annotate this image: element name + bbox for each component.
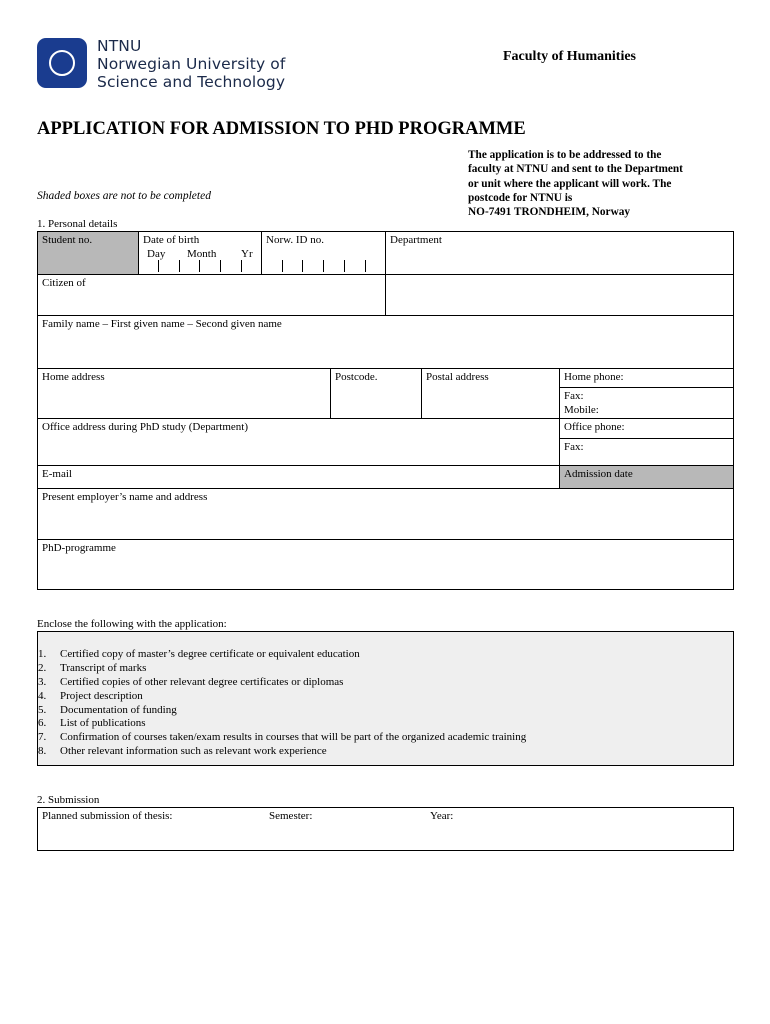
employer-field[interactable]	[37, 488, 734, 540]
office-address-label: Office address during PhD study (Department)	[42, 421, 248, 433]
family-name-label: Family name – First given name – Second given name	[42, 318, 282, 330]
address-line: NO-7491 TRONDHEIM, Norway	[468, 206, 631, 219]
planned-submission-label: Planned submission of thesis:	[42, 810, 173, 822]
department-label: Department	[390, 234, 442, 246]
office-phone-field[interactable]	[559, 418, 734, 439]
list-item-text: Certified copy of master’s degree certificate or equivalent education	[60, 648, 360, 660]
address-instructions	[468, 148, 738, 219]
phd-programme-field[interactable]	[37, 539, 734, 590]
mobile-label: Mobile:	[564, 404, 599, 416]
home-address-field[interactable]	[37, 368, 331, 419]
submission-field[interactable]	[37, 807, 734, 851]
citizen-of-label: Citizen of	[42, 277, 86, 289]
admission-date-label: Admission date	[564, 468, 633, 480]
list-item-number: 2.	[38, 661, 47, 674]
office-fax-field[interactable]	[559, 438, 734, 466]
logo-line-ntnu: NTNU	[97, 37, 142, 55]
list-item-text: Certified copies of other relevant degree certificates or diplomas	[60, 675, 344, 688]
year-label: Year:	[430, 810, 454, 822]
list-item-number: 6.	[38, 717, 47, 730]
date-tick	[241, 260, 242, 272]
list-item-number: 8.	[38, 745, 47, 758]
date-tick	[199, 260, 200, 272]
id-tick	[323, 260, 324, 272]
email-field[interactable]	[37, 465, 560, 489]
home-address-label: Home address	[42, 371, 105, 383]
postcode-label: Postcode.	[335, 371, 378, 383]
list-item-number: 4.	[38, 689, 47, 702]
student-no-field	[37, 231, 139, 275]
semester-label: Semester:	[269, 810, 313, 822]
list-item-text: Documentation of funding	[60, 703, 177, 716]
office-phone-label: Office phone:	[564, 421, 625, 433]
address-line: or unit where the applicant will work. The	[468, 177, 672, 190]
employer-label: Present employer’s name and address	[42, 491, 208, 503]
office-address-field[interactable]	[37, 418, 560, 466]
list-item-number: 3.	[38, 675, 47, 688]
date-tick	[158, 260, 159, 272]
section-1-title	[37, 218, 117, 230]
address-line: The application is to be addressed to the	[468, 149, 662, 161]
list-item-number: 1.	[38, 648, 47, 660]
enclose-heading: Enclose the following with the application:	[37, 618, 227, 630]
department-field[interactable]	[385, 231, 734, 275]
list-item-text: Transcript of marks	[60, 661, 147, 674]
address-line: faculty at NTNU and sent to the Department	[468, 163, 683, 176]
postal-address-field[interactable]	[421, 368, 560, 419]
month-label: Month	[187, 248, 217, 260]
postcode-field[interactable]	[330, 368, 422, 419]
id-tick	[302, 260, 303, 272]
year-label: Yr	[241, 248, 253, 260]
family-name-field[interactable]	[37, 315, 734, 369]
list-item-text: List of publications	[60, 717, 146, 730]
section-1-number: 1	[37, 218, 43, 230]
address-line: postcode for NTNU is	[468, 191, 573, 204]
date-tick	[179, 260, 180, 272]
section-1-label: . Personal details	[42, 218, 118, 230]
list-item-text: Other relevant information such as relevant work experience	[60, 745, 327, 758]
logo-line-science-technology: Science and Technology	[97, 73, 286, 91]
day-label: Day	[147, 248, 166, 260]
list-item-number: 5.	[38, 703, 47, 716]
fax-label: Fax:	[564, 390, 584, 402]
list-item-text: Confirmation of courses taken/exam results in courses that will be part of the organized academic training	[60, 731, 527, 744]
postal-address-label: Postal address	[426, 371, 489, 383]
enclose-list-box	[37, 631, 734, 766]
logo-line-norwegian-university: Norwegian University of	[97, 55, 286, 73]
date-tick	[220, 260, 221, 272]
list-item-text: Project description	[60, 689, 143, 702]
id-tick	[344, 260, 345, 272]
fax-mobile-field[interactable]	[559, 387, 734, 419]
citizen-of-field[interactable]	[37, 274, 386, 316]
list-item-number: 7.	[38, 731, 47, 744]
shaded-boxes-note: Shaded boxes are not to be completed	[37, 190, 211, 202]
phd-programme-label: PhD-programme	[42, 542, 116, 554]
id-tick	[282, 260, 283, 272]
university-name	[97, 37, 285, 91]
date-of-birth-field[interactable]	[138, 231, 262, 275]
admission-date-field	[559, 465, 734, 489]
norw-id-label: Norw. ID no.	[266, 234, 324, 246]
submission-title: 2. Submission	[37, 794, 100, 806]
office-fax-label: Fax:	[564, 441, 584, 453]
id-tick	[365, 260, 366, 272]
ntnu-logo-icon	[37, 38, 87, 88]
faculty-name: Faculty of Humanities	[503, 49, 636, 64]
home-phone-field[interactable]	[559, 368, 734, 388]
student-no-label: Student no.	[42, 234, 93, 246]
logo-circle-icon	[49, 50, 75, 76]
date-of-birth-label: Date of birth	[143, 234, 200, 246]
email-label: E-mail	[42, 468, 72, 480]
home-phone-label: Home phone:	[564, 371, 624, 383]
page-title: APPLICATION FOR ADMISSION TO PHD PROGRAMME	[37, 119, 526, 139]
department-extra-field[interactable]	[385, 274, 734, 316]
